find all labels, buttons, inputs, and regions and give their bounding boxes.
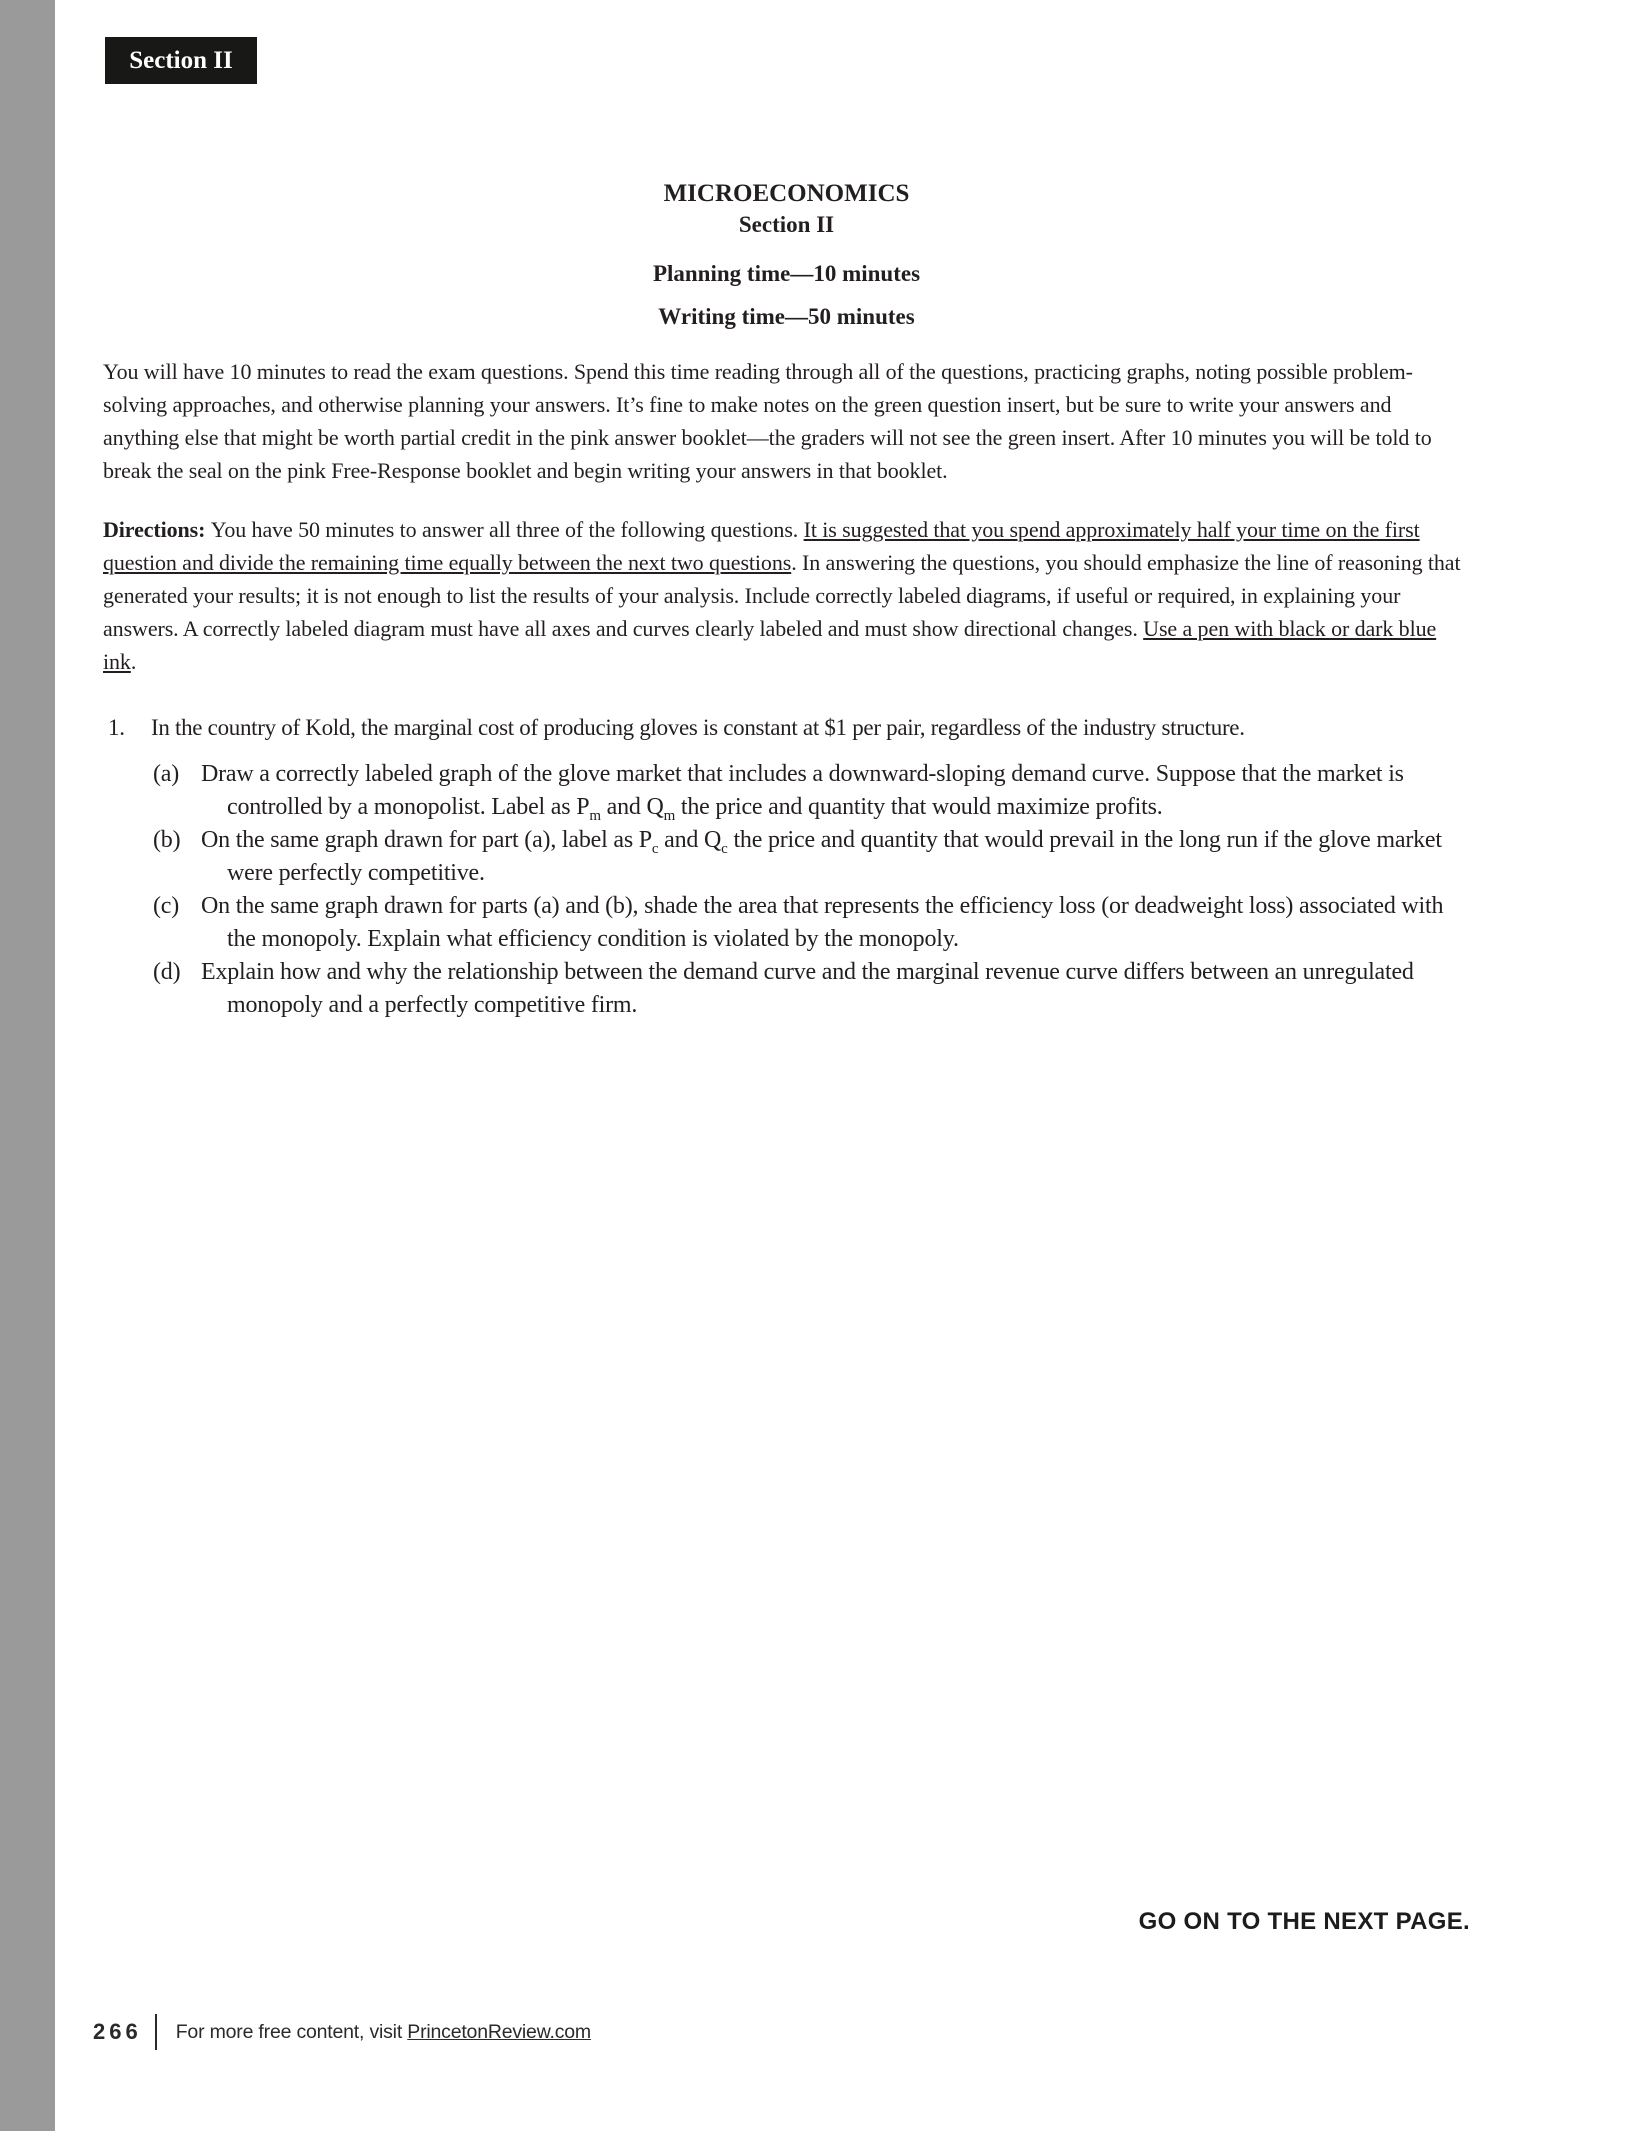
planning-time: Planning time—10 minutes — [652, 261, 921, 286]
page-content — [103, 180, 1470, 1022]
question-1 — [103, 711, 1470, 1022]
question-parts — [103, 758, 1470, 1022]
question-part-a — [103, 758, 1470, 824]
section-tab — [105, 37, 257, 84]
page-footer — [93, 2012, 591, 2052]
exam-header — [103, 180, 1470, 329]
question-part-d — [103, 956, 1470, 1022]
exam-section-subtitle: Section II — [738, 212, 835, 237]
question-number: 1. — [108, 715, 125, 740]
exam-title: MICROECONOMICS — [663, 180, 910, 207]
section-tab-label: Section II — [129, 46, 233, 74]
part-d-text: Explain how and why the relationship between the demand curve and the marginal revenue curve differs between an unregulated monopoly and a perfectly competitive firm. — [201, 959, 1414, 1018]
footer-divider — [155, 2014, 157, 2050]
part-b-text: On the same graph drawn for part (a), label as $P_c$ and $Q_c$ the price and quantity that would prevail in the long run if the glove market were perfectly competitive. — [201, 827, 1442, 886]
part-a-text: Draw a correctly labeled graph of the glove market that includes a downward-sloping demand curve. Suppose that the market is controlled by a monopolist. Label as $P_m$ and $Q_m$ the price and quantity that would maximize profits. — [201, 761, 1404, 824]
part-d-label: (d) — [153, 959, 181, 985]
footer-text — [176, 2021, 591, 2044]
part-a-label: (a) — [153, 761, 180, 787]
footer-link[interactable]: PrincetonReview.com — [407, 2020, 591, 2043]
directions-paragraph: Directions: You have 50 minutes to answer all three of the following questions. It is suggested that you spend approximately half your time on the first question and divide the remaining time equally between the next two questions. In answering the questions, you should emphasize the line of reasoning that generated your results; it is not enough to list the results of your analysis. Include correctly labeled diagrams, if useful or required, in explaining your answers. A correctly labeled diagram must have all axes and curves clearly labeled and must show directional changes. Use a pen with black or dark blue ink. — [103, 517, 1461, 674]
go-on-instruction: GO ON TO THE NEXT PAGE. — [1138, 1908, 1470, 1935]
writing-time: Writing time—50 minutes — [658, 304, 915, 329]
part-c-text: On the same graph drawn for parts (a) and (b), shade the area that represents the efficiency loss (or deadweight loss) associated with the monopoly. Explain what efficiency condition is violated by the monopoly. — [201, 893, 1444, 952]
footer-text-prefix: For more free content, visit — [175, 2020, 408, 2043]
binding-edge-strip — [0, 0, 55, 2131]
question-stem-text: In the country of Kold, the marginal cost of producing gloves is constant at $1 per pair, regardless of the industry structure. — [151, 715, 1245, 740]
question-stem — [103, 711, 1470, 744]
part-b-label: (b) — [153, 827, 181, 853]
question-part-c — [103, 890, 1470, 956]
page-number: 266 — [93, 2019, 142, 2044]
part-c-label: (c) — [153, 893, 180, 919]
question-part-b — [103, 824, 1470, 890]
intro-paragraph: You will have 10 minutes to read the exam questions. Spend this time reading through all of the questions, practicing graphs, noting possible problem-solving approaches, and otherwise planning your answers. It’s fine to make notes on the green question insert, but be sure to write your answers and anything else that might be worth partial credit in the pink answer booklet—the graders will not see the green insert. After 10 minutes you will be told to break the seal on the pink Free-Response booklet and begin writing your answers in that booklet. — [103, 359, 1432, 483]
